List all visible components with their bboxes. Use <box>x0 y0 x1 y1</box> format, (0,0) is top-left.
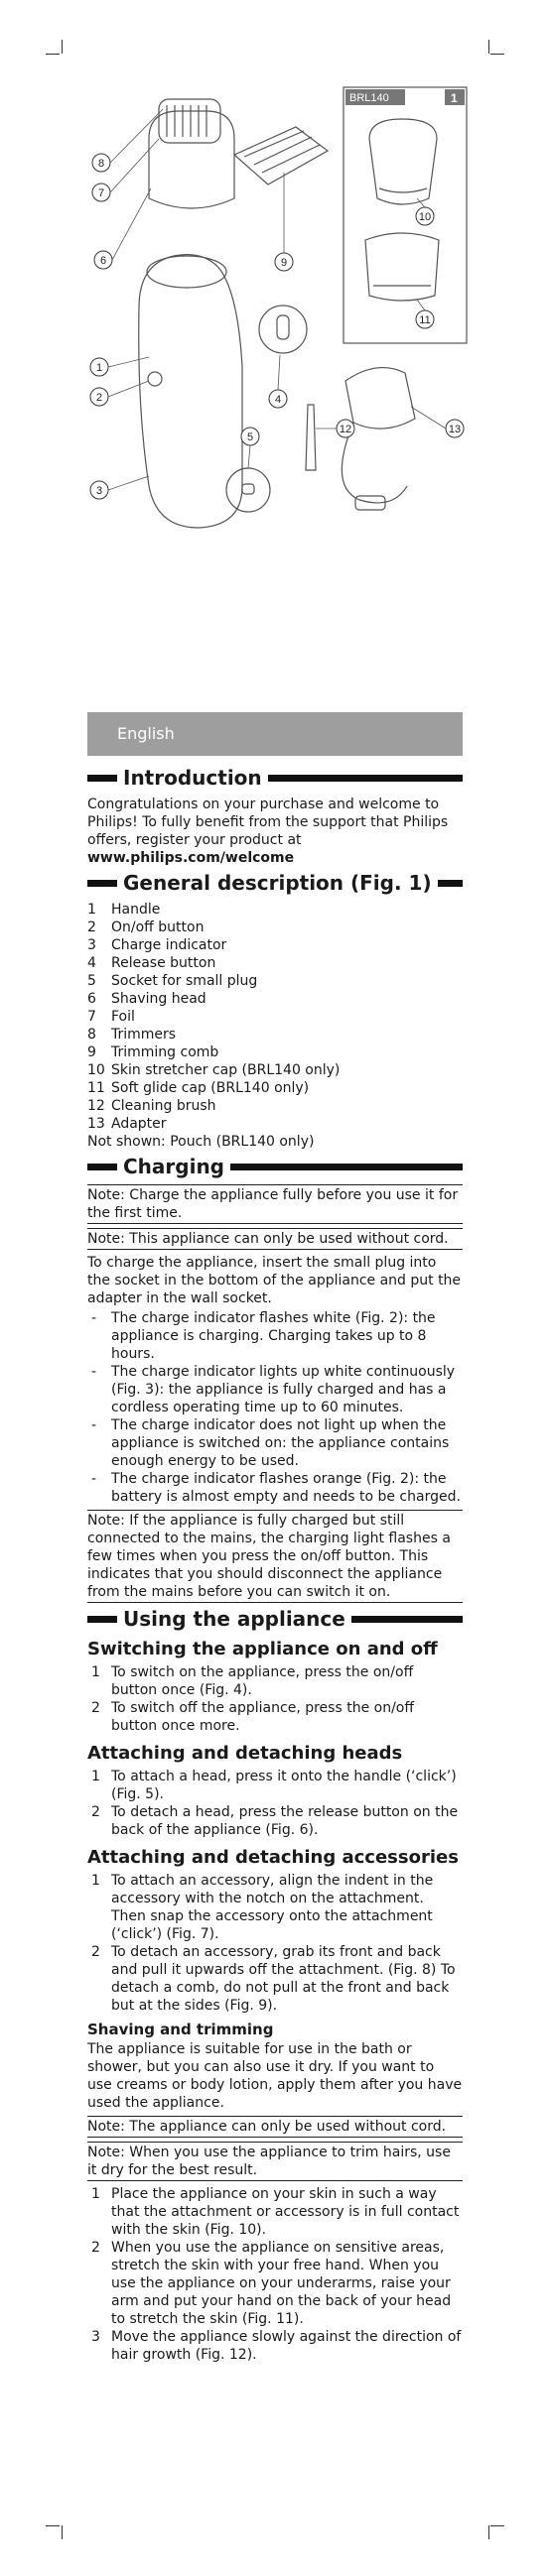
parts-list-item <box>87 901 463 919</box>
bullet-text: The charge indicator does not light up when the appliance is switched on: the appliance contains enough energy to be used. <box>111 1417 450 1469</box>
item-label: Soft glide cap (BRL140 only) <box>111 1080 310 1096</box>
foil-drawing <box>159 99 220 143</box>
item-label: Socket for small plug <box>111 973 258 989</box>
subheading-accessories: Attaching and detaching accessories <box>87 1847 459 1868</box>
step-number: 2 <box>91 1944 100 1960</box>
step-text: To detach an accessory, grab its front and back and pull it upwards off the attachment. (Fig. 8) To detach a comb, do not pull at the front and back but at the sides (Fig. 9). <box>111 1944 456 2014</box>
shaving-paragraph: The appliance is suitable for use in the bath or shower, but you can also use it dry. If you want to use creams or body lotion, apply them after you have used the appliance. <box>87 2041 463 2111</box>
item-label: Charge indicator <box>111 937 227 953</box>
parts-list-item <box>87 1115 463 1133</box>
step-number: 2 <box>91 1700 100 1716</box>
section-heading-general-description <box>87 871 463 895</box>
item-number: 10 <box>87 1062 105 1078</box>
parts-list-item <box>87 1079 463 1097</box>
heading-text: General description (Fig. 1) <box>123 871 432 895</box>
heading-bar <box>87 1616 117 1623</box>
release-button-drawing <box>277 315 289 339</box>
item-number: 5 <box>87 973 96 989</box>
charge-indicator-item <box>87 1416 463 1470</box>
parts-list-item <box>87 919 463 936</box>
on-off-button-drawing <box>148 372 162 386</box>
skin-stretcher-cap-drawing <box>369 119 437 204</box>
item-label: Adapter <box>111 1116 167 1132</box>
item-number: 11 <box>87 1080 105 1096</box>
item-label: Foil <box>111 1009 135 1025</box>
item-number: 8 <box>87 1027 96 1043</box>
heading-bar <box>268 775 463 782</box>
not-shown-text: Not shown: Pouch (BRL140 only) <box>87 1134 315 1150</box>
section-heading-charging <box>87 1155 463 1178</box>
item-number: 6 <box>87 991 96 1007</box>
item-label: Handle <box>111 902 161 918</box>
shaving-head-drawing <box>149 111 234 208</box>
item-label: Shaving head <box>111 991 206 1007</box>
step-text: To attach an accessory, align the indent in the accessory with the notch on the attachment. Then snap the accessory onto the attachment (‘click’) (Fig. 7). <box>111 1873 434 1942</box>
callout-12: 12 <box>339 424 352 435</box>
callout-2: 2 <box>95 392 103 404</box>
crop-mark <box>488 2525 489 2539</box>
heads-steps <box>87 1768 463 1839</box>
item-number: 7 <box>87 1009 96 1025</box>
shaving-steps <box>87 2185 463 2364</box>
step-text: To attach a head, press it onto the handle (‘click’) (Fig. 5). <box>111 1769 457 1802</box>
heading-bar <box>230 1164 463 1170</box>
step-text: To switch on the appliance, press the on/off button once (Fig. 4). <box>111 1664 414 1698</box>
crop-mark <box>62 2525 63 2539</box>
item-number: 3 <box>87 937 96 953</box>
charge-indicator-item <box>87 1470 463 1506</box>
parts-list-item <box>87 972 463 990</box>
step-item <box>87 1699 463 1735</box>
dash-marker: - <box>91 1364 97 1380</box>
release-button-zoom <box>259 306 307 353</box>
charging-paragraph: To charge the appliance, insert the small plug into the socket in the bottom of the appliance and put the adapter in the wall socket. <box>87 1255 462 1306</box>
callout-8: 8 <box>97 158 105 170</box>
callout-7: 7 <box>97 187 105 199</box>
step-number: 3 <box>91 2329 100 2345</box>
heading-bar <box>87 1164 117 1170</box>
step-text: Move the appliance slowly against the direction of hair growth (Fig. 12). <box>111 2329 462 2363</box>
step-number: 1 <box>91 2186 100 2202</box>
step-item <box>87 1803 463 1839</box>
callout-1: 1 <box>95 362 103 374</box>
step-item <box>87 1768 463 1803</box>
step-item <box>87 2185 463 2239</box>
item-label: Release button <box>111 955 216 971</box>
parts-list-item <box>87 1026 463 1043</box>
crop-mark <box>46 2525 60 2526</box>
parts-list-item <box>87 1043 463 1061</box>
socket-zoom <box>226 468 270 512</box>
cleaning-brush-drawing <box>306 405 316 470</box>
socket-drawing <box>242 484 254 494</box>
step-number: 1 <box>91 1769 100 1784</box>
charge-indicator-item <box>87 1363 463 1416</box>
register-link[interactable]: www.philips.com/welcome <box>87 850 295 866</box>
crop-mark <box>490 54 504 55</box>
handle-top <box>147 256 226 288</box>
section-heading-introduction <box>87 766 463 790</box>
callout-6: 6 <box>99 255 107 267</box>
crop-mark <box>46 54 60 55</box>
charge-indicator-item <box>87 1309 463 1363</box>
item-number: 1 <box>87 902 96 918</box>
item-number: 9 <box>87 1044 96 1060</box>
parts-list-item <box>87 1097 463 1115</box>
step-number: 1 <box>91 1873 100 1889</box>
crop-mark <box>62 40 63 54</box>
step-number: 2 <box>91 1804 100 1820</box>
item-number: 13 <box>87 1116 105 1132</box>
intro-text: Congratulations on your purchase and welcome to Philips! To fully benefit from the support that Philips offers, register your product at <box>87 797 449 848</box>
crop-mark <box>490 2525 504 2526</box>
heading-text: Charging <box>123 1155 225 1178</box>
product-illustration <box>0 69 550 536</box>
item-number: 12 <box>87 1098 105 1114</box>
note-fully-charged: Note: If the appliance is fully charged but still connected to the mains, the charging light flashes a few times when you press the on/off button. This indicates that you should disconnect the appliance from the mains before you can switch it on. <box>87 1510 463 1603</box>
note-cordless-only: Note: This appliance can only be used without cord. <box>87 1228 463 1250</box>
bullet-text: The charge indicator flashes orange (Fig. 2): the battery is almost empty and needs to be charged. <box>111 1471 461 1505</box>
heading-bar <box>438 880 463 887</box>
subheading-switching: Switching the appliance on and off <box>87 1639 438 1659</box>
step-text: To switch off the appliance, press the on/off button once more. <box>111 1700 414 1734</box>
item-number: 2 <box>87 920 96 935</box>
section-heading-using <box>87 1607 463 1631</box>
subheading-heads: Attaching and detaching heads <box>87 1743 403 1764</box>
step-item <box>87 2328 463 2364</box>
step-text: When you use the appliance on sensitive areas, stretch the skin with your free hand. When you use the appliance on your underarms, raise your arm and put your hand on the back of your head to stretch the skin (Fig. 11). <box>111 2240 452 2327</box>
item-label: On/off button <box>111 920 205 935</box>
note-cordless-use: Note: The appliance can only be used without cord. <box>87 2116 463 2138</box>
soft-glide-cap-drawing <box>365 233 439 301</box>
parts-list-item <box>87 1061 463 1079</box>
language-bar: English <box>87 712 463 756</box>
item-number: 4 <box>87 955 96 971</box>
charge-indicator-list <box>87 1309 463 1506</box>
note-trim-dry: Note: When you use the appliance to trim hairs, use it dry for the best result. <box>87 2142 463 2181</box>
heading-text: Using the appliance <box>123 1607 345 1631</box>
item-label: Skin stretcher cap (BRL140 only) <box>111 1062 341 1078</box>
heading-text: Introduction <box>123 766 262 790</box>
parts-list-item <box>87 954 463 972</box>
dash-marker: - <box>91 1471 97 1487</box>
heading-bar <box>87 775 117 782</box>
note-charge-first: Note: Charge the appliance fully before you use it for the first time. <box>87 1184 463 1224</box>
bullet-text: The charge indicator flashes white (Fig. 2): the appliance is charging. Charging takes up to 8 hours. <box>111 1310 436 1362</box>
step-number: 1 <box>91 1664 100 1680</box>
callout-9: 9 <box>280 257 288 269</box>
dash-marker: - <box>91 1417 97 1433</box>
switching-steps <box>87 1663 463 1735</box>
dash-marker: - <box>91 1310 97 1326</box>
item-label: Trimming comb <box>111 1044 219 1060</box>
trimming-comb-drawing <box>234 127 328 184</box>
step-item <box>87 1663 463 1699</box>
step-text: To detach a head, press the release button on the back of the appliance (Fig. 6). <box>111 1804 459 1838</box>
step-item <box>87 2239 463 2328</box>
accessories-steps <box>87 1872 463 2015</box>
heading-bar <box>351 1616 463 1623</box>
step-number: 2 <box>91 2240 100 2256</box>
item-label: Trimmers <box>111 1027 177 1043</box>
crop-mark <box>488 40 489 54</box>
step-item <box>87 1943 463 2015</box>
callout-13: 13 <box>448 424 462 435</box>
callout-11: 11 <box>419 314 431 326</box>
parts-list-item <box>87 936 463 954</box>
heading-bar <box>87 880 117 887</box>
cap-edge <box>379 188 427 192</box>
callout-3: 3 <box>95 485 103 497</box>
fig-number: 1 <box>451 91 458 105</box>
parts-list-item <box>87 1008 463 1026</box>
item-label: Cleaning brush <box>111 1098 216 1114</box>
parts-list-item <box>87 990 463 1008</box>
callout-4: 4 <box>274 394 282 406</box>
inset-box <box>344 87 467 343</box>
manual-content <box>87 762 463 2364</box>
callout-5: 5 <box>246 431 254 443</box>
step-item <box>87 1872 463 1943</box>
step-text: Place the appliance on your skin in such a way that the attachment or accessory is in full contact with the skin (Fig. 10). <box>111 2186 460 2238</box>
bullet-text: The charge indicator lights up white continuously (Fig. 3): the appliance is fully charged and has a cordless operating time up to 60 minutes. <box>111 1364 456 1415</box>
callout-10: 10 <box>418 211 432 223</box>
adapter-drawing <box>345 368 415 429</box>
parts-list <box>87 901 463 1133</box>
intro-paragraph <box>87 796 463 867</box>
subheading-shaving: Shaving and trimming <box>87 2021 274 2038</box>
model-badge: BRL140 <box>349 92 389 104</box>
